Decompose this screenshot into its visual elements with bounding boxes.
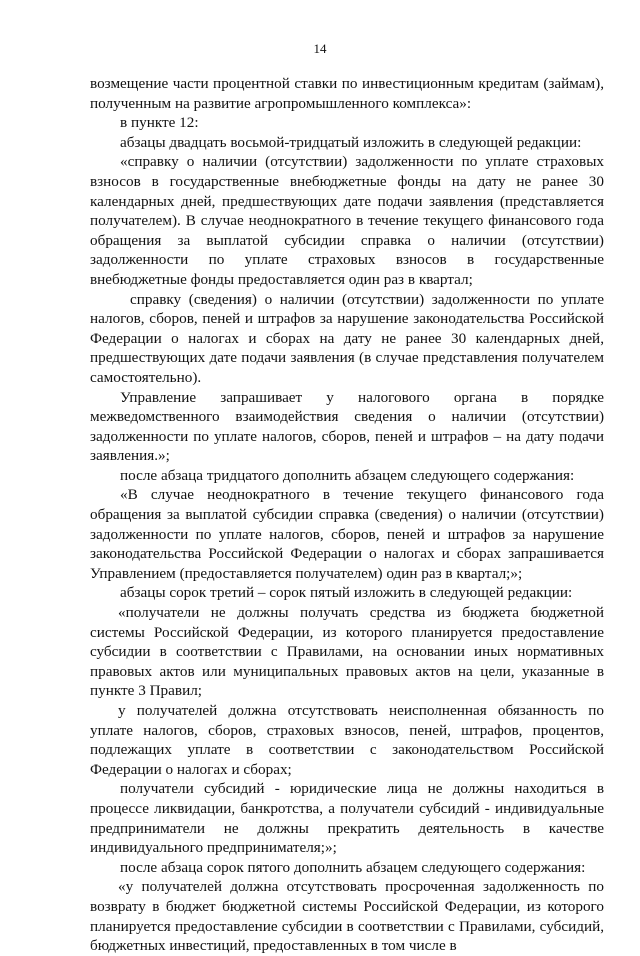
paragraph-point-12: в пункте 12: [120,114,199,132]
paragraph-tax-certificate: справку (сведения) о наличии (отсутствии) задолженности по уплате налогов, сборов, пеней и штрафов за нарушение законодательства Российской Федерации о налогах и сборах на дату не ранее 30 календарных дней, предшествующих дате подачи заявления (в случае представления получателем самостоятельно). [90,290,604,386]
paragraph-insurance-certificate: «справку о наличии (отсутствии) задолженности по уплате страховых взносов в государственные внебюджетные фонды на дату не ранее 30 календарных дней, предшествующих дате подачи заявления (представляется получателем). В случае неоднократного в течение текущего финансового года обращения за выплатой субсидии справка о наличии (отсутствии) задолженности по уплате страховых взносов в государственные внебюджетные фонды предоставляется один раз в квартал; [90,153,604,288]
paragraph-repeated-request: «В случае неоднократного в течение текущего финансового года обращения за выплатой субсидии справка (сведения) о наличии (отсутствии) задолженности по уплате налогов, сборов, пеней и штрафов за нарушение законодательства Российской Федерации о налогах и сборах запрашивается Управлением (предоставляется получателем) один раз в квартал;»; [90,486,604,582]
paragraph-instruction-after-30: после абзаца тридцатого дополнить абзацем следующего содержания: [120,466,575,484]
paragraph-instruction-28-30: абзацы двадцать восьмой-тридцатый изложить в следующей редакции: [120,133,582,151]
paragraph-continuation: возмещение части процентной ставки по инвестиционным кредитам (займам), полученным на развитие агропромышленного комплекса»: [90,75,604,112]
paragraph-instruction-after-45: после абзаца сорок пятого дополнить абзацем следующего содержания: [120,858,586,876]
paragraph-interagency-request: Управление запрашивает у налогового органа в порядке межведомственного взаимодействия сведения о наличии (отсутствии) задолженности по уплате налогов, сборов, пеней и штрафов – на дату подачи заявления.»; [90,388,604,465]
document-body [90,74,604,956]
paragraph-no-tax-debt: у получателей должна отсутствовать неисполненная обязанность по уплате налогов, сборов, страховых взносов, пеней, штрафов, процентов, подлежащих уплате в соответствии с законодательством Российской Федерации о налогах и сборах; [90,702,604,778]
paragraph-no-liquidation: получатели субсидий - юридические лица не должны находиться в процессе ликвидации, банкротства, а получатели субсидий - индивидуальные предприниматели не должны прекратить деятельность в качестве индивидуального предпринимателя;»; [90,780,604,857]
page-number: 14 [313,41,327,56]
paragraph-instruction-43-45: абзацы сорок третий – сорок пятый изложить в следующей редакции: [120,584,573,602]
paragraph-no-budget-funds: «получатели не должны получать средства из бюджета бюджетной системы Российской Федерации, из которого планируется предоставление субсидии в соответствии с Правилами, на основании иных нормативных правовых актов или муниципальных правовых актов на цели, указанные в пункте 3 Правил; [90,604,604,700]
paragraph-no-overdue-debt: «у получателей должна отсутствовать просроченная задолженность по возврату в бюджет бюджетной системы Российской Федерации, из которого планируется предоставление субсидии в соответствии с Правилами, субсидий, бюджетных инвестиций, предоставленных в том числе в [90,878,604,955]
